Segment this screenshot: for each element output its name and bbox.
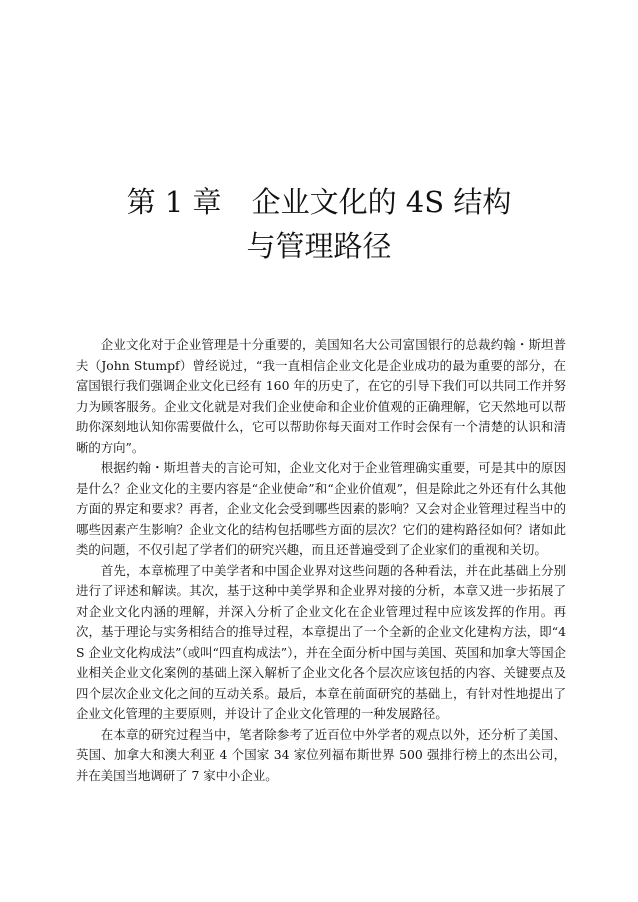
chapter-title-line-2: 与管理路径 <box>246 229 392 263</box>
chapter-title <box>0 180 638 268</box>
chapter-title-main: 企业文化的 4S 结构 <box>251 185 512 219</box>
chapter-body <box>76 335 566 786</box>
paragraph-3: 首先，本章梳理了中美学者和中国企业界对这些问题的各种看法，并在此基础上分别进行了评述和解读。其次，基于这种中美学界和企业界对接的分析，本章又进一步拓展了对企业文化内涵的理解，并深入分析了企业文化在企业管理过程中应该发挥的作用。再次，基于理论与实务相结合的推导过程，本章提出了一个全新的企业文化建构方法，即“4 S 企业文化构成法”（或叫“四直构成法”），并在全面分析中国与美国、英国和加拿大等国企业相关企业文化案例的基础上深入解析了企业文化各个层次应该包括的内容、关键要点及四个层次企业文化之间的互动关系。最后，本章在前面研究的基础上，有针对性地提出了企业文化管理的主要原则，并设计了企业文化管理的一种发展路径。 <box>76 562 566 721</box>
paragraph-4: 在本章的研究过程当中，笔者除参考了近百位中外学者的观点以外，还分析了美国、英国、加拿大和澳大利亚 4 个国家 34 家位列福布斯世界 500 强排行榜上的杰出公司，并在美国当地调研了 7 家中小企业。 <box>76 726 566 783</box>
chapter-title-line-1 <box>0 180 638 224</box>
paragraph-2: 根据约翰・斯坦普夫的言论可知，企业文化对于企业管理确实重要，可是其中的原因是什么？企业文化的主要内容是“企业使命”和“企业价值观”，但是除此之外还有什么其他方面的界定和要求？再者，企业文化会受到哪些因素的影响？又会对企业管理过程当中的哪些因素产生影响？企业文化的结构包括哪些方面的层次？它们的建构路径如何？诸如此类的问题，不仅引起了学者们的研究兴趣，而且还普遍受到了企业家们的重视和关切。 <box>76 460 566 557</box>
paragraph-1: 企业文化对于企业管理是十分重要的，美国知名大公司富国银行的总裁约翰・斯坦普夫（John Stumpf）曾经说过，“我一直相信企业文化是企业成功的最为重要的部分，在富国银行我们强调企业文化已经有 160 年的历史了，在它的引导下我们可以共同工作并努力为顾客服务。企业文化就是对我们企业使命和企业价值观的正确理解，它天然地可以帮助你深刻地认知你需要做什么，它可以帮助你每天面对工作时会保有一个清楚的认识和清晰的方向”。 <box>76 337 566 455</box>
chapter-label: 第 1 章 <box>126 185 222 219</box>
